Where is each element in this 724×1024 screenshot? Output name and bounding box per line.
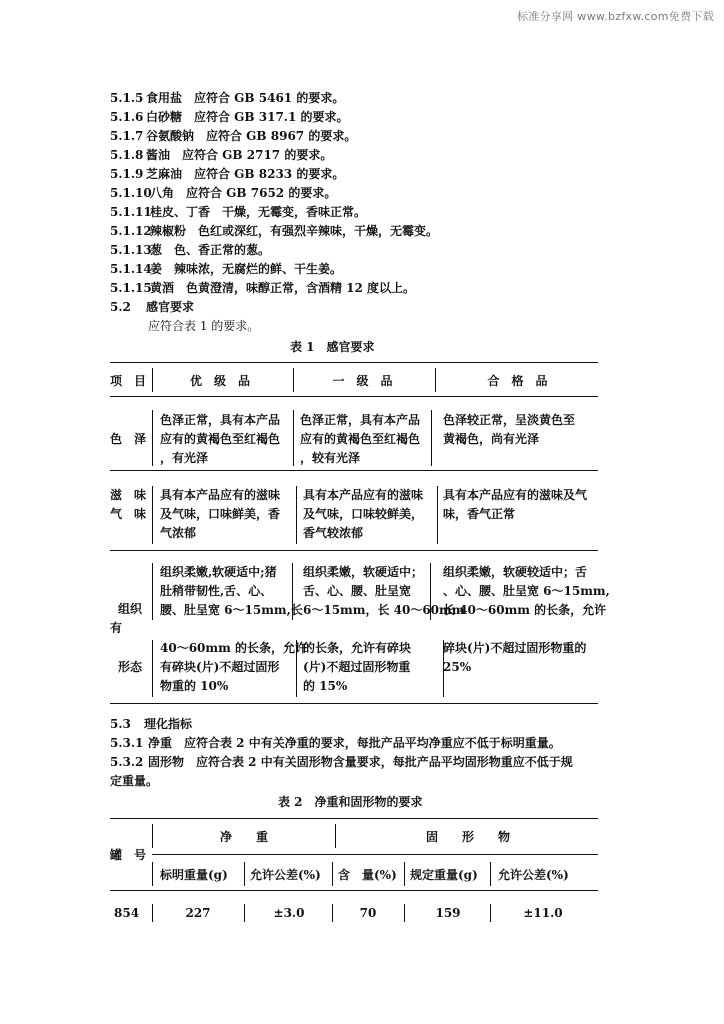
clause-number: 5.1.8 <box>110 148 144 162</box>
table1-header-item: 项 目 <box>110 374 147 388</box>
clause-item <box>110 185 336 201</box>
clause-number: 5.1.14 <box>110 262 152 276</box>
table2-sub-specified-weight: 规定重量(g) <box>410 868 478 882</box>
table2-group-net: 净 重 <box>219 830 268 844</box>
table1-caption: 表 1 感官要求 <box>290 340 375 354</box>
table1-row1-first: 色泽正常，具有本产品 应有的黄褐色至红褐色 ，较有光泽 <box>300 413 421 465</box>
table1-top-rule <box>110 362 598 363</box>
table1-header-first: 一 级 品 <box>332 374 393 388</box>
clause-text: 桂皮、丁香 干燥，无霉变，香味正常。 <box>150 205 367 219</box>
table1-bottom-rule <box>110 703 598 704</box>
table1-row3-qualified: 组织柔嫩，软硬较适中；舌 、心、腰、肚呈宽 6～15mm, 长 40～60mm 的长条，允许 碎块(片)不超过固形物重的 25% <box>443 565 610 674</box>
table1-row1-premium: 色泽正常，具有本产品 应有的黄褐色至红褐色 ，有光泽 <box>160 413 281 465</box>
clause-number: 5.2 <box>110 300 131 314</box>
clause-item <box>110 242 270 258</box>
table1-row2-qualified: 具有本产品应有的滋味及气 味，香气正常 <box>443 488 588 521</box>
clause-item <box>110 261 342 277</box>
table2-cell-declared-weight: 227 <box>185 906 211 920</box>
clause-text: 谷氨酸钠 应符合 GB 8967 的要求。 <box>146 129 357 143</box>
table1-header-rule <box>110 396 598 397</box>
table2-cell-net-tolerance: ±3.0 <box>273 906 305 920</box>
table2-top-rule <box>110 818 598 819</box>
table1-header-premium: 优 级 品 <box>189 374 250 388</box>
table2-caption: 表 2 净重和固形物的要求 <box>278 795 423 809</box>
clause-text: 姜 辣味浓，无腐烂的鲜、干生姜。 <box>150 262 343 276</box>
clause-item <box>110 90 344 106</box>
table1-row1-rule <box>110 470 598 471</box>
clause-item <box>110 128 356 144</box>
table1-header-qualified: 合 格 品 <box>487 374 548 388</box>
table1-row2-item: 滋 味 气 味 <box>110 488 147 521</box>
clause-item <box>110 280 415 296</box>
table2-col-can: 罐 号 <box>110 848 147 862</box>
clause-number: 5.1.15 <box>110 281 152 295</box>
table2-sub-content: 含 量(%) <box>338 868 397 882</box>
table1-row3-first: 组织柔嫩，软硬适中； 舌、心、腰、肚呈宽 6～15mm，长 40～60mm 的长条，允许有碎块 (片)不超过固形物重 的 15% <box>303 565 465 693</box>
table1-row2-premium: 具有本产品应有的滋味 及气味，口味鲜美，香 气浓郁 <box>160 488 281 540</box>
clause-text: 黄酒 色黄澄清，味醇正常，含酒精 12 度以上。 <box>150 281 416 295</box>
clause-number: 5.1.10 <box>110 186 152 200</box>
clause-number: 5.1.11 <box>110 205 152 219</box>
clause-number: 5.1.5 <box>110 91 144 105</box>
clause-item <box>110 299 194 315</box>
table1-row3-premium: 组织柔嫩,软硬适中;猪 肚稍带韧性,舌、心、 腰、肚呈宽 6～15mm,长 40～60mm 的长条，允许 有碎块(片)不超过固形 物重的 10% <box>160 565 307 693</box>
table2-cell-solid-tolerance: ±11.0 <box>523 906 563 920</box>
table2-sub-solid-tolerance: 允许公差(%) <box>498 868 569 882</box>
clause-text: 葱 色、香正常的葱。 <box>150 243 271 257</box>
clause-item <box>110 204 366 220</box>
clause-text: 八角 应符合 GB 7652 的要求。 <box>150 186 337 200</box>
table2-sub-declared-weight: 标明重量(g) <box>160 868 228 882</box>
table1-row2-first: 具有本产品应有的滋味 及气味，口味较鲜美， 香气较浓郁 <box>303 488 424 540</box>
table2-sub-net-tolerance: 允许公差(%) <box>250 868 321 882</box>
table2-group-solid: 固 形 物 <box>425 830 510 844</box>
clause-item <box>110 109 349 125</box>
clause-5-3-1: 5.3.1 净重 应符合表 2 中有关净重的要求，每批产品平均净重应不低于标明重量。 <box>110 736 561 750</box>
clause-text: 食用盐 应符合 GB 5461 的要求。 <box>146 91 345 105</box>
watermark-text: 标准分享网 www.bzfxw.com免费下载 <box>517 10 714 23</box>
table1-row3-item: 组织 有 形态 <box>110 602 143 674</box>
table1-row1-qualified: 色泽较正常，呈淡黄色至 黄褐色，尚有光泽 <box>443 413 576 446</box>
table1-row2-rule <box>110 550 598 551</box>
clause-text: 辣椒粉 色红或深红，有强烈辛辣味，干燥，无霉变。 <box>150 224 439 238</box>
clause-item <box>110 223 438 239</box>
clause-number: 5.1.13 <box>110 243 152 257</box>
clause-number: 5.1.12 <box>110 224 152 238</box>
table1-row1-item: 色 泽 <box>110 432 147 446</box>
clause-number: 5.1.6 <box>110 110 144 124</box>
section-5-2-body: 应符合表 1 的要求。 <box>148 319 260 333</box>
table2-header-rule <box>110 890 598 891</box>
clause-5-3-2-continued: 定重量。 <box>110 774 159 788</box>
clause-number: 5.1.7 <box>110 129 144 143</box>
table2-group-rule <box>152 854 598 855</box>
table2-cell-content: 70 <box>359 906 377 920</box>
table2-cell-can: 854 <box>114 906 140 920</box>
clause-item <box>110 166 344 182</box>
table2-cell-specified-weight: 159 <box>435 906 461 920</box>
clause-text: 酱油 应符合 GB 2717 的要求。 <box>146 148 333 162</box>
section-5-3-heading: 5.3 理化指标 <box>110 717 193 731</box>
clause-text: 白砂糖 应符合 GB 317.1 的要求。 <box>146 110 349 124</box>
clause-number: 5.1.9 <box>110 167 144 181</box>
clause-5-3-2: 5.3.2 固形物 应符合表 2 中有关固形物含量要求，每批产品平均固形物重应不低于规 <box>110 755 573 769</box>
clause-text: 感官要求 <box>146 300 195 314</box>
clause-text: 芝麻油 应符合 GB 8233 的要求。 <box>146 167 345 181</box>
clause-item <box>110 147 332 163</box>
